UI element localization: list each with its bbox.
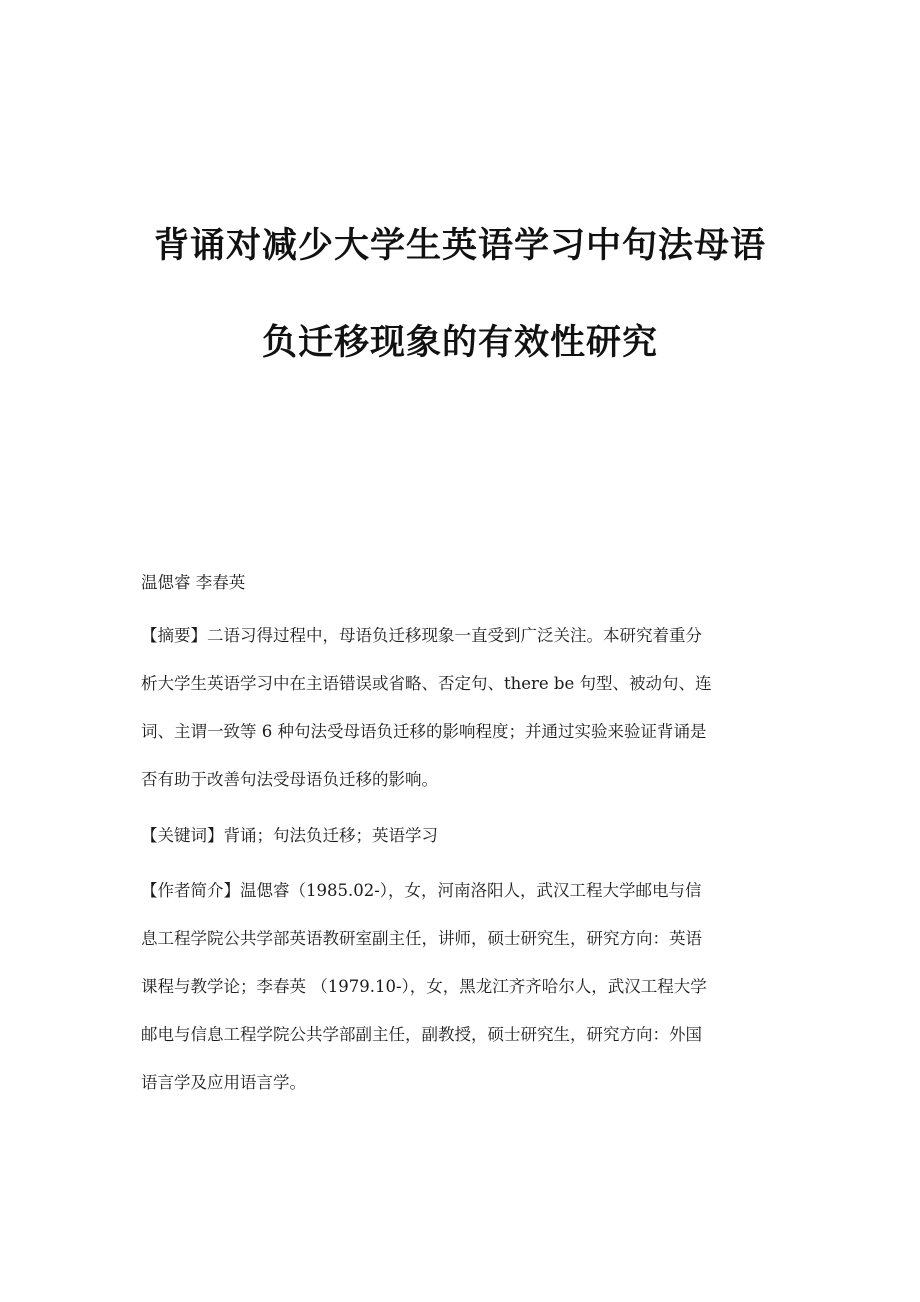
author-bio — [141, 867, 781, 1107]
bio-line: 息工程学院公共学部英语教研室副主任，讲师，硕士研究生，研究方向：英语 — [141, 929, 702, 948]
bio-line: 课程与教学论；李春英 （1979.10-），女，黑龙江齐齐哈尔人，武汉工程大学 — [141, 977, 707, 996]
keywords — [141, 812, 781, 860]
paper-title-line-2: 负迁移现象的有效性研究 — [261, 323, 658, 363]
paper-title-line-1: 背诵对减少大学生英语学习中句法母语 — [153, 226, 766, 266]
authors: 温偲睿 李春英 — [141, 573, 246, 592]
abstract — [141, 612, 781, 804]
abstract-line: 否有助于改善句法受母语负迁移的影响。 — [141, 770, 438, 789]
abstract-line: 【摘要】二语习得过程中，母语负迁移现象一直受到广泛关注。本研究着重分 — [141, 626, 702, 645]
abstract-line: 词、主谓一致等 6 种句法受母语负迁移的影响程度；并通过实验来验证背诵是 — [141, 722, 707, 741]
bio-line: 语言学及应用语言学。 — [141, 1073, 306, 1092]
keywords-line: 【关键词】背诵；句法负迁移；英语学习 — [141, 826, 438, 845]
bio-line: 邮电与信息工程学院公共学部副主任，副教授，硕士研究生，研究方向：外国 — [141, 1025, 702, 1044]
bio-line: 【作者简介】温偲睿（1985.02-），女，河南洛阳人，武汉工程大学邮电与信 — [141, 881, 702, 900]
abstract-line: 析大学生英语学习中在主语错误或省略、否定句、there be 句型、被动句、连 — [141, 674, 712, 693]
